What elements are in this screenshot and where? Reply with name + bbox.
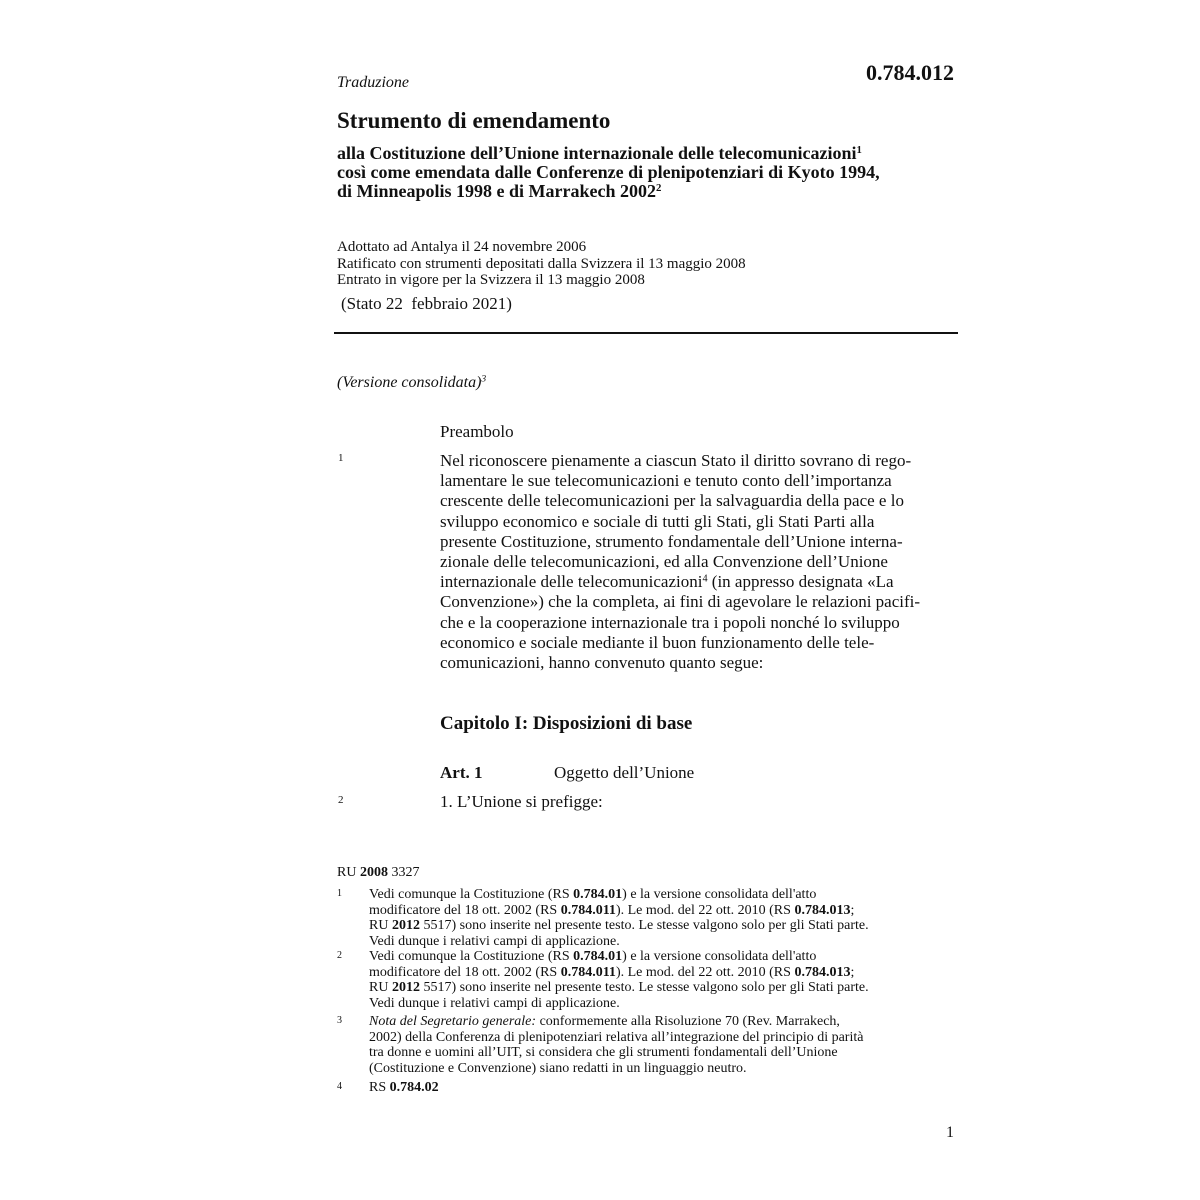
fn-text: 5517) sono inserite nel presente testo. Le stesse valgono solo per gli Stati parte.: [419, 980, 869, 996]
fn-italic: Nota del Segretario generale:: [369, 1014, 537, 1029]
ru-reference: [337, 865, 419, 881]
footnote-number: 4: [337, 1081, 342, 1092]
footnote-line: [369, 887, 869, 903]
preamble-line: Nel riconoscere pienamente a ciascun Stato il diritto sovrano di rego-: [440, 451, 912, 470]
preamble-line: che e la cooperazione internazionale tra i popoli nonché lo sviluppo: [440, 612, 900, 632]
header-divider: [334, 332, 958, 334]
preamble-line-7a: internazionale delle telecomunicazioni: [440, 572, 703, 592]
fn-ref[interactable]: 0.784.01: [573, 949, 623, 964]
fn-text: RS: [369, 1080, 390, 1095]
preamble-line: economico e sociale mediante il buon funzionamento delle tele-: [440, 632, 875, 652]
fn-text: 5517) sono inserite nel presente testo. Le stesse valgono solo per gli Stati parte.: [419, 918, 869, 934]
footnote-line: Vedi dunque i relativi campi di applicazione.: [369, 933, 620, 949]
footnote-line: tra donne e uomini all’UIT, si considera che gli strumenti fondamentali dell’Unione: [369, 1045, 838, 1061]
preamble-heading: Preambolo: [440, 422, 514, 441]
subtitle-line-1-text: alla Costituzione dell’Unione internazionale delle telecomunicazioni: [337, 143, 857, 163]
footnote-text: [369, 887, 869, 949]
preamble-line: zionale delle telecomunicazioni, ed alla Convenzione dell’Unione: [440, 552, 888, 572]
article-paragraph-1: 1. L’Unione si prefigge:: [440, 792, 603, 811]
fn-ref[interactable]: 0.784.013: [794, 964, 851, 980]
footnote-line: (Costituzione e Convenzione) siano redatti in un linguaggio neutro.: [369, 1060, 747, 1076]
fn-text: ;: [850, 964, 855, 980]
page-number: 1: [946, 1124, 954, 1141]
footnote-ref-1[interactable]: 1: [856, 144, 862, 157]
translation-label: Traduzione: [337, 74, 410, 91]
document-title: Strumento di emendamento: [337, 108, 611, 133]
fn-ref[interactable]: 0.784.01: [573, 887, 623, 902]
preamble-line: comunicazioni, hanno convenuto quanto segue:: [440, 653, 764, 673]
footnote-ref-2[interactable]: 2: [656, 182, 662, 195]
fn-text: Vedi comunque la Costituzione (RS: [369, 887, 574, 902]
fn-text: ) e la versione consolidata dell'atto: [622, 949, 817, 964]
dates-block: [337, 239, 746, 289]
subtitle-line-1: [337, 144, 977, 163]
adopted-date: Adottato ad Antalya il 24 novembre 2006: [337, 239, 587, 255]
footnote-line: [369, 918, 869, 934]
margin-number-1: 1: [338, 452, 344, 464]
fn-text: Vedi comunque la Costituzione (RS: [369, 949, 574, 964]
fn-text: modificatore del 18 ott. 2002 (RS: [369, 964, 561, 980]
footnote-number: 1: [337, 888, 342, 899]
consolidated-version-note: [337, 374, 486, 392]
fn-ref[interactable]: 0.784.011: [560, 964, 616, 980]
footnote-number: 3: [337, 1015, 342, 1026]
preamble-line: lamentare le sue telecomunicazioni e tenuto conto dell’importanza: [440, 471, 892, 491]
sr-number: 0.784.012: [866, 60, 954, 85]
footnote-text: [369, 1014, 863, 1076]
preamble-line: crescente delle telecomunicazioni per la salvaguardia della pace e lo: [440, 491, 904, 511]
subtitle-line-3: [337, 182, 977, 201]
footnote-line: [369, 980, 869, 996]
fn-ref[interactable]: 2012: [391, 918, 420, 934]
subtitle-line-2: così come emendata dalle Conferenze di plenipotenziari di Kyoto 1994,: [337, 162, 880, 182]
footnote-line: [369, 1080, 439, 1096]
fn-text: RU: [369, 918, 392, 934]
chapter-heading: Capitolo I: Disposizioni di base: [440, 713, 693, 734]
consolidated-version-text: (Versione consolidata): [337, 374, 482, 391]
footnote-line: [369, 903, 869, 919]
preamble-line: Convenzione») che la completa, ai fini di agevolare le relazioni pacifi-: [440, 592, 921, 612]
margin-number-2: 2: [338, 794, 344, 806]
footnote-text: [369, 949, 869, 1011]
preamble-line-7b: (in appresso designata «La: [707, 572, 894, 592]
preamble-text: [440, 451, 920, 673]
fn-text: RU: [369, 980, 392, 996]
footnote-line: [369, 1014, 863, 1030]
footnote-ref-4[interactable]: 4: [702, 573, 708, 585]
footnote-number: 2: [337, 950, 342, 961]
fn-ref[interactable]: 0.784.011: [560, 902, 616, 918]
fn-text: conformemente alla Risoluzione 70 (Rev. Marrakech,: [536, 1014, 840, 1029]
footnote-ref-3[interactable]: 3: [481, 373, 487, 385]
fn-text: ). Le mod. del 22 ott. 2010 (RS: [615, 964, 795, 980]
article-title: Oggetto dell’Unione: [554, 763, 695, 782]
preamble-line: presente Costituzione, strumento fondamentale dell’Unione interna-: [440, 531, 903, 551]
document-subtitle: [337, 144, 977, 201]
footnote-line: [369, 965, 869, 981]
preamble-line: [440, 572, 920, 592]
preamble-line: sviluppo economico e sociale di tutti gli Stati, gli Stati Parti alla: [440, 511, 875, 531]
ratified-date: Ratificato con strumenti depositati dalla Svizzera il 13 maggio 2008: [337, 255, 746, 272]
footnote-text: [369, 1080, 439, 1096]
fn-ref[interactable]: 0.784.013: [794, 902, 851, 918]
fn-text: ). Le mod. del 22 ott. 2010 (RS: [615, 902, 795, 918]
ru-year: 2008: [359, 865, 388, 880]
footnote-line: 2002) della Conferenza di plenipotenziari relativa all’integrazione del principio di parità: [369, 1029, 864, 1045]
article-number: Art. 1: [440, 763, 483, 782]
ru-prefix: RU: [337, 865, 360, 880]
status-date: (Stato 22 febbraio 2021): [341, 294, 512, 313]
fn-ref[interactable]: 0.784.02: [389, 1080, 439, 1095]
footnote-line: Vedi dunque i relativi campi di applicazione.: [369, 995, 620, 1011]
in-force-date: Entrato in vigore per la Svizzera il 13 maggio 2008: [337, 272, 645, 288]
ru-page: 3327: [387, 865, 420, 880]
fn-ref[interactable]: 2012: [391, 980, 420, 996]
fn-text: ) e la versione consolidata dell'atto: [622, 887, 817, 902]
fn-text: modificatore del 18 ott. 2002 (RS: [369, 902, 561, 918]
footnote-line: [369, 949, 869, 965]
fn-text: ;: [850, 902, 855, 918]
subtitle-line-3-text: di Minneapolis 1998 e di Marrakech 2002: [337, 181, 656, 201]
